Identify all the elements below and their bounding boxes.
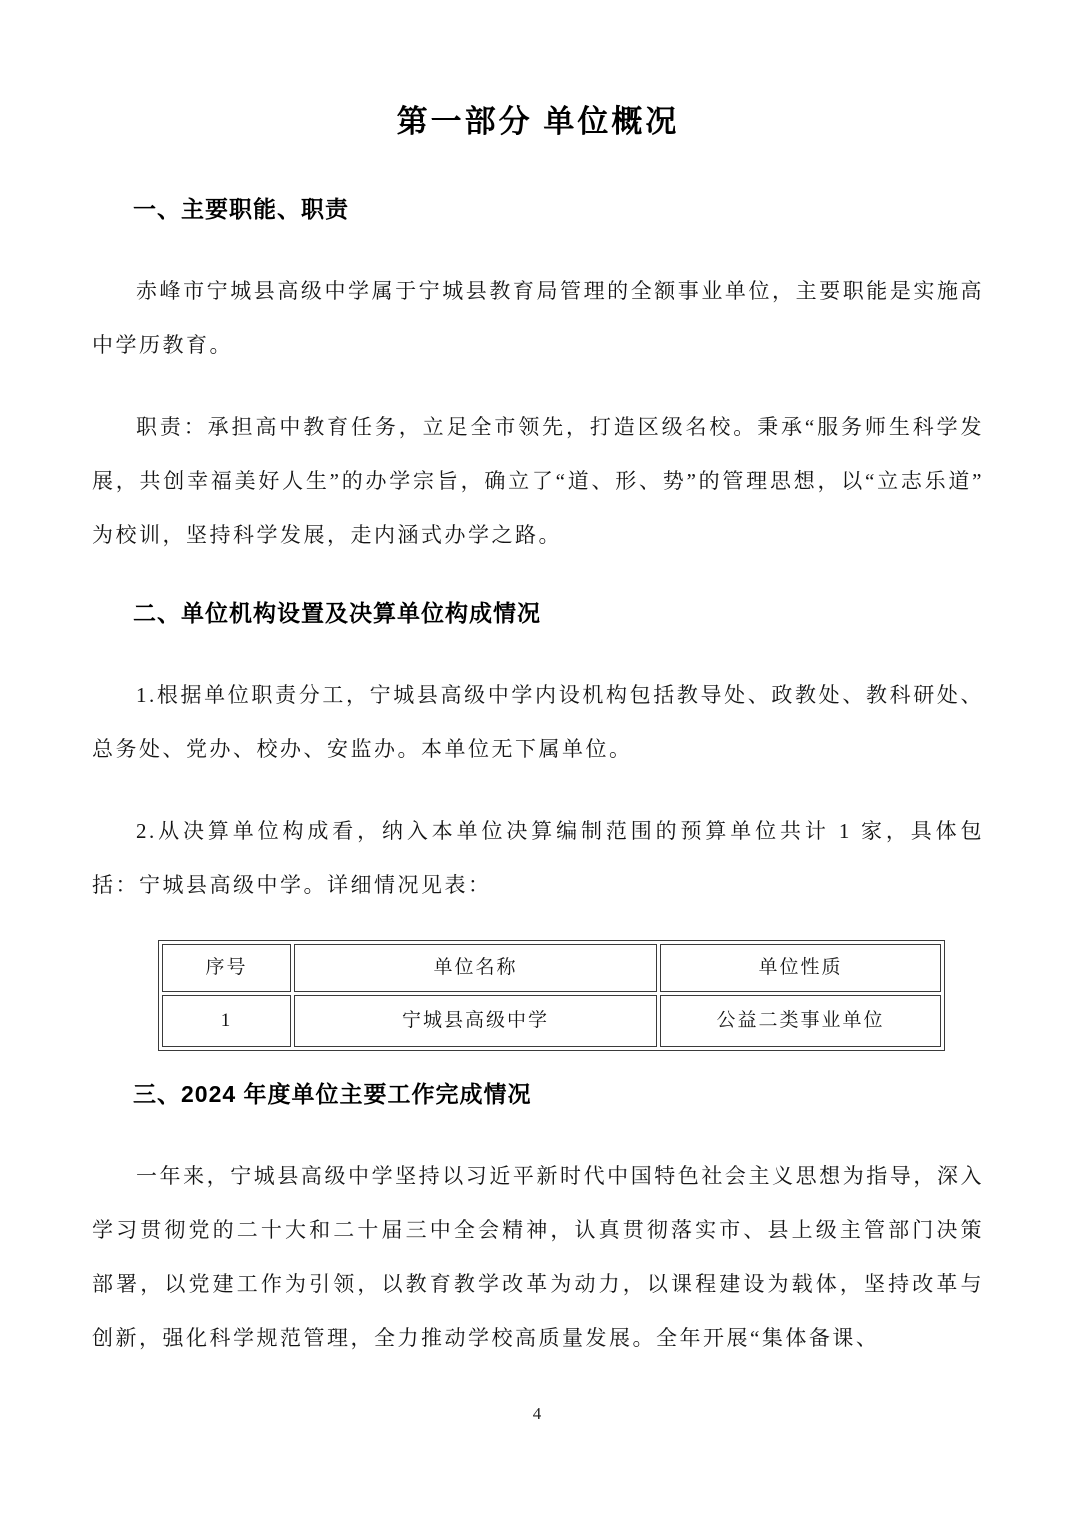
section-3-paragraph-1: 一年来，宁城县高级中学坚持以习近平新时代中国特色社会主义思想为指导，深入学习贯彻党的二十大和二十届三中全会精神，认真贯彻落实市、县上级主管部门决策部署，以党建工作为引领，以教育教学改革为动力，以课程建设为载体，坚持改革与创新，强化科学规范管理，全力推动学校高质量发展。全年开展“集体备课、 xyxy=(92,1164,984,1350)
units-table-header-name: 单位名称 xyxy=(294,944,657,992)
units-table-cell-index: 1 xyxy=(162,995,291,1047)
page-footer xyxy=(0,1402,1074,1426)
units-table-row xyxy=(162,995,941,1047)
units-table xyxy=(158,940,945,1051)
section-3-heading: 三、2024 年度单位主要工作完成情况 xyxy=(133,1081,532,1107)
section-1-paragraph-2: 职责：承担高中教育任务，立足全市领先，打造区级名校。秉承“服务师生科学发展，共创幸福美好人生”的办学宗旨，确立了“道、形、势”的管理思想，以“立志乐道”为校训，坚持科学发展，走内涵式办学之路。 xyxy=(92,415,984,547)
units-table-header-row xyxy=(162,944,941,992)
section-2-heading: 二、单位机构设置及决算单位构成情况 xyxy=(133,600,541,626)
section-1-heading: 一、主要职能、职责 xyxy=(133,196,349,222)
section-2-paragraph-1: 1.根据单位职责分工，宁城县高级中学内设机构包括教导处、政教处、教科研处、总务处、党办、校办、安监办。本单位无下属单位。 xyxy=(92,683,984,761)
units-table-cell-type: 公益二类事业单位 xyxy=(660,995,941,1047)
section-2-paragraph-2: 2.从决算单位构成看，纳入本单位决算编制范围的预算单位共计 1 家，具体包括：宁城县高级中学。详细情况见表： xyxy=(92,819,984,897)
units-table-cell-name: 宁城县高级中学 xyxy=(294,995,657,1047)
units-table-header-type: 单位性质 xyxy=(660,944,941,992)
page-title: 第一部分 单位概况 xyxy=(396,104,680,139)
page-number: 4 xyxy=(532,1404,542,1423)
section-1-paragraph-1: 赤峰市宁城县高级中学属于宁城县教育局管理的全额事业单位，主要职能是实施高中学历教育。 xyxy=(92,279,984,357)
units-table-header-index: 序号 xyxy=(162,944,291,992)
